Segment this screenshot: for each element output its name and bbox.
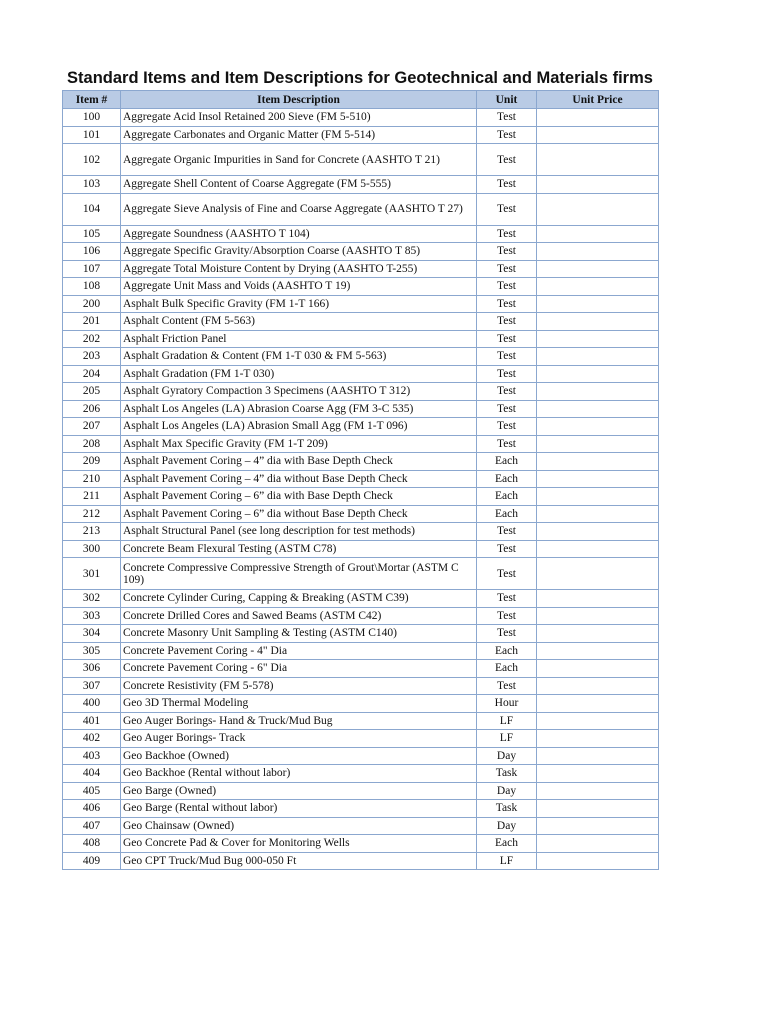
unit-cell: Each <box>477 835 537 853</box>
table-row <box>63 295 659 313</box>
unit-cell: Each <box>477 505 537 523</box>
unit-price-cell <box>537 625 659 643</box>
table-row <box>63 278 659 296</box>
unit-price-cell <box>537 695 659 713</box>
item-number-cell: 104 <box>63 193 121 225</box>
table-row <box>63 383 659 401</box>
unit-price-cell <box>537 660 659 678</box>
item-number-cell: 409 <box>63 852 121 870</box>
table-row <box>63 765 659 783</box>
item-number-cell: 305 <box>63 642 121 660</box>
item-number-header: Item # <box>63 91 121 109</box>
table-row <box>63 144 659 176</box>
item-number-cell: 205 <box>63 383 121 401</box>
item-number-cell: 206 <box>63 400 121 418</box>
item-number-cell: 102 <box>63 144 121 176</box>
unit-price-cell <box>537 330 659 348</box>
unit-cell: Test <box>477 295 537 313</box>
table-row <box>63 470 659 488</box>
unit-price-cell <box>537 677 659 695</box>
table-row <box>63 642 659 660</box>
table-row <box>63 453 659 471</box>
item-description-cell: Concrete Cylinder Curing, Capping & Breaking (ASTM C39) <box>121 590 477 608</box>
unit-cell: Test <box>477 225 537 243</box>
unit-price-cell <box>537 800 659 818</box>
unit-cell: Test <box>477 435 537 453</box>
table-row <box>63 625 659 643</box>
item-number-cell: 200 <box>63 295 121 313</box>
item-number-cell: 208 <box>63 435 121 453</box>
item-number-cell: 408 <box>63 835 121 853</box>
item-number-cell: 105 <box>63 225 121 243</box>
item-number-cell: 212 <box>63 505 121 523</box>
unit-cell: Hour <box>477 695 537 713</box>
items-table <box>62 90 659 870</box>
item-description-cell: Asphalt Gradation & Content (FM 1-T 030 & FM 5-563) <box>121 348 477 366</box>
unit-price-cell <box>537 109 659 127</box>
table-row <box>63 712 659 730</box>
unit-cell: Test <box>477 348 537 366</box>
unit-price-cell <box>537 747 659 765</box>
table-row <box>63 109 659 127</box>
item-number-cell: 213 <box>63 523 121 541</box>
unit-price-cell <box>537 470 659 488</box>
item-description-cell: Concrete Beam Flexural Testing (ASTM C78) <box>121 540 477 558</box>
item-description-cell: Concrete Pavement Coring - 4" Dia <box>121 642 477 660</box>
table-row <box>63 365 659 383</box>
unit-cell: Each <box>477 470 537 488</box>
item-number-cell: 406 <box>63 800 121 818</box>
unit-price-cell <box>537 540 659 558</box>
table-row <box>63 695 659 713</box>
unit-price-cell <box>537 712 659 730</box>
item-number-cell: 108 <box>63 278 121 296</box>
item-description-cell: Geo Auger Borings- Hand & Truck/Mud Bug <box>121 712 477 730</box>
unit-cell: Test <box>477 383 537 401</box>
table-row <box>63 590 659 608</box>
unit-price-cell <box>537 453 659 471</box>
item-description-cell: Concrete Masonry Unit Sampling & Testing (ASTM C140) <box>121 625 477 643</box>
unit-cell: Each <box>477 642 537 660</box>
item-number-cell: 300 <box>63 540 121 558</box>
unit-price-cell <box>537 782 659 800</box>
unit-cell: Test <box>477 313 537 331</box>
unit-price-header: Unit Price <box>537 91 659 109</box>
item-description-cell: Geo Barge (Rental without labor) <box>121 800 477 818</box>
unit-price-cell <box>537 295 659 313</box>
item-number-cell: 307 <box>63 677 121 695</box>
table-row <box>63 418 659 436</box>
unit-price-cell <box>537 260 659 278</box>
unit-cell: Test <box>477 144 537 176</box>
unit-price-cell <box>537 523 659 541</box>
item-number-cell: 302 <box>63 590 121 608</box>
unit-price-cell <box>537 365 659 383</box>
unit-price-cell <box>537 313 659 331</box>
unit-price-cell <box>537 193 659 225</box>
item-description-cell: Asphalt Gyratory Compaction 3 Specimens (AASHTO T 312) <box>121 383 477 401</box>
table-row <box>63 435 659 453</box>
unit-cell: Task <box>477 800 537 818</box>
unit-cell: LF <box>477 712 537 730</box>
item-number-cell: 301 <box>63 558 121 590</box>
table-row <box>63 782 659 800</box>
unit-cell: Test <box>477 109 537 127</box>
unit-price-cell <box>537 765 659 783</box>
item-description-cell: Geo Concrete Pad & Cover for Monitoring Wells <box>121 835 477 853</box>
item-number-cell: 401 <box>63 712 121 730</box>
unit-cell: Test <box>477 523 537 541</box>
unit-cell: Day <box>477 747 537 765</box>
item-description-cell: Aggregate Shell Content of Coarse Aggregate (FM 5-555) <box>121 176 477 194</box>
item-description-cell: Asphalt Pavement Coring – 6” dia with Base Depth Check <box>121 488 477 506</box>
item-description-cell: Asphalt Gradation (FM 1-T 030) <box>121 365 477 383</box>
table-row <box>63 225 659 243</box>
unit-price-cell <box>537 730 659 748</box>
unit-cell: LF <box>477 730 537 748</box>
item-description-cell: Asphalt Max Specific Gravity (FM 1-T 209) <box>121 435 477 453</box>
item-description-cell: Asphalt Los Angeles (LA) Abrasion Coarse Agg (FM 3-C 535) <box>121 400 477 418</box>
item-description-cell: Concrete Resistivity (FM 5-578) <box>121 677 477 695</box>
unit-cell: LF <box>477 852 537 870</box>
unit-cell: Test <box>477 418 537 436</box>
item-description-cell: Aggregate Soundness (AASHTO T 104) <box>121 225 477 243</box>
table-row <box>63 348 659 366</box>
item-number-cell: 106 <box>63 243 121 261</box>
unit-price-cell <box>537 505 659 523</box>
unit-cell: Day <box>477 782 537 800</box>
table-row <box>63 488 659 506</box>
item-number-cell: 407 <box>63 817 121 835</box>
unit-cell: Test <box>477 365 537 383</box>
item-description-cell: Aggregate Unit Mass and Voids (AASHTO T 19) <box>121 278 477 296</box>
table-row <box>63 505 659 523</box>
item-description-cell: Aggregate Carbonates and Organic Matter (FM 5-514) <box>121 126 477 144</box>
table-row <box>63 747 659 765</box>
unit-price-cell <box>537 348 659 366</box>
item-description-cell: Concrete Drilled Cores and Sawed Beams (ASTM C42) <box>121 607 477 625</box>
table-row <box>63 852 659 870</box>
table-row <box>63 800 659 818</box>
unit-cell: Task <box>477 765 537 783</box>
item-number-cell: 100 <box>63 109 121 127</box>
unit-price-cell <box>537 278 659 296</box>
unit-cell: Test <box>477 625 537 643</box>
item-number-cell: 202 <box>63 330 121 348</box>
item-number-cell: 107 <box>63 260 121 278</box>
table-row <box>63 176 659 194</box>
unit-cell: Test <box>477 400 537 418</box>
unit-cell: Each <box>477 453 537 471</box>
item-number-cell: 201 <box>63 313 121 331</box>
table-row <box>63 193 659 225</box>
unit-cell: Test <box>477 607 537 625</box>
unit-price-cell <box>537 225 659 243</box>
item-description-header: Item Description <box>121 91 477 109</box>
item-number-cell: 405 <box>63 782 121 800</box>
unit-cell: Test <box>477 193 537 225</box>
item-number-cell: 103 <box>63 176 121 194</box>
unit-price-cell <box>537 243 659 261</box>
item-description-cell: Aggregate Total Moisture Content by Drying (AASHTO T-255) <box>121 260 477 278</box>
item-number-cell: 404 <box>63 765 121 783</box>
unit-price-cell <box>537 126 659 144</box>
unit-cell: Test <box>477 278 537 296</box>
item-description-cell: Asphalt Bulk Specific Gravity (FM 1-T 166) <box>121 295 477 313</box>
unit-cell: Test <box>477 330 537 348</box>
item-number-cell: 304 <box>63 625 121 643</box>
item-description-cell: Asphalt Pavement Coring – 4” dia without Base Depth Check <box>121 470 477 488</box>
item-description-cell: Geo Auger Borings- Track <box>121 730 477 748</box>
table-row <box>63 677 659 695</box>
item-number-cell: 101 <box>63 126 121 144</box>
table-row <box>63 817 659 835</box>
unit-price-cell <box>537 176 659 194</box>
unit-cell: Test <box>477 176 537 194</box>
item-number-cell: 209 <box>63 453 121 471</box>
table-row <box>63 730 659 748</box>
unit-price-cell <box>537 435 659 453</box>
document-title: Standard Items and Item Descriptions for Geotechnical and Materials firms <box>67 69 653 87</box>
unit-price-cell <box>537 144 659 176</box>
item-description-cell: Geo Barge (Owned) <box>121 782 477 800</box>
table-row <box>63 523 659 541</box>
unit-cell: Each <box>477 660 537 678</box>
item-description-cell: Asphalt Pavement Coring – 6” dia without Base Depth Check <box>121 505 477 523</box>
item-description-cell: Concrete Compressive Compressive Strength of Grout\Mortar (ASTM C 109) <box>121 558 477 590</box>
item-description-cell: Geo Backhoe (Owned) <box>121 747 477 765</box>
item-number-cell: 203 <box>63 348 121 366</box>
table-row <box>63 313 659 331</box>
unit-price-cell <box>537 607 659 625</box>
item-description-cell: Geo Chainsaw (Owned) <box>121 817 477 835</box>
unit-cell: Test <box>477 260 537 278</box>
item-description-cell: Aggregate Specific Gravity/Absorption Coarse (AASHTO T 85) <box>121 243 477 261</box>
item-description-cell: Aggregate Organic Impurities in Sand for Concrete (AASHTO T 21) <box>121 144 477 176</box>
unit-price-cell <box>537 488 659 506</box>
item-number-cell: 306 <box>63 660 121 678</box>
unit-price-cell <box>537 817 659 835</box>
item-description-cell: Geo 3D Thermal Modeling <box>121 695 477 713</box>
item-description-cell: Asphalt Friction Panel <box>121 330 477 348</box>
unit-header: Unit <box>477 91 537 109</box>
table-row <box>63 330 659 348</box>
item-number-cell: 400 <box>63 695 121 713</box>
item-description-cell: Asphalt Content (FM 5-563) <box>121 313 477 331</box>
item-description-cell: Asphalt Structural Panel (see long description for test methods) <box>121 523 477 541</box>
table-header-row <box>63 91 659 109</box>
table-row <box>63 558 659 590</box>
unit-cell: Each <box>477 488 537 506</box>
table-body <box>63 109 659 870</box>
item-description-cell: Asphalt Pavement Coring – 4” dia with Base Depth Check <box>121 453 477 471</box>
item-description-cell: Asphalt Los Angeles (LA) Abrasion Small Agg (FM 1-T 096) <box>121 418 477 436</box>
unit-price-cell <box>537 642 659 660</box>
item-description-cell: Concrete Pavement Coring - 6" Dia <box>121 660 477 678</box>
item-description-cell: Aggregate Sieve Analysis of Fine and Coarse Aggregate (AASHTO T 27) <box>121 193 477 225</box>
unit-price-cell <box>537 558 659 590</box>
item-description-cell: Geo Backhoe (Rental without labor) <box>121 765 477 783</box>
unit-price-cell <box>537 590 659 608</box>
table-row <box>63 607 659 625</box>
item-number-cell: 402 <box>63 730 121 748</box>
table-row <box>63 400 659 418</box>
item-number-cell: 210 <box>63 470 121 488</box>
unit-price-cell <box>537 383 659 401</box>
unit-cell: Test <box>477 540 537 558</box>
table-row <box>63 540 659 558</box>
item-number-cell: 403 <box>63 747 121 765</box>
table-row <box>63 660 659 678</box>
unit-price-cell <box>537 852 659 870</box>
unit-price-cell <box>537 400 659 418</box>
unit-price-cell <box>537 835 659 853</box>
item-number-cell: 207 <box>63 418 121 436</box>
item-number-cell: 204 <box>63 365 121 383</box>
unit-cell: Test <box>477 243 537 261</box>
unit-cell: Test <box>477 126 537 144</box>
item-number-cell: 303 <box>63 607 121 625</box>
unit-cell: Test <box>477 590 537 608</box>
item-description-cell: Geo CPT Truck/Mud Bug 000-050 Ft <box>121 852 477 870</box>
unit-cell: Test <box>477 677 537 695</box>
item-number-cell: 211 <box>63 488 121 506</box>
table-row <box>63 243 659 261</box>
unit-cell: Test <box>477 558 537 590</box>
unit-price-cell <box>537 418 659 436</box>
table-row <box>63 126 659 144</box>
table-row <box>63 260 659 278</box>
item-description-cell: Aggregate Acid Insol Retained 200 Sieve (FM 5-510) <box>121 109 477 127</box>
table-row <box>63 835 659 853</box>
unit-cell: Day <box>477 817 537 835</box>
